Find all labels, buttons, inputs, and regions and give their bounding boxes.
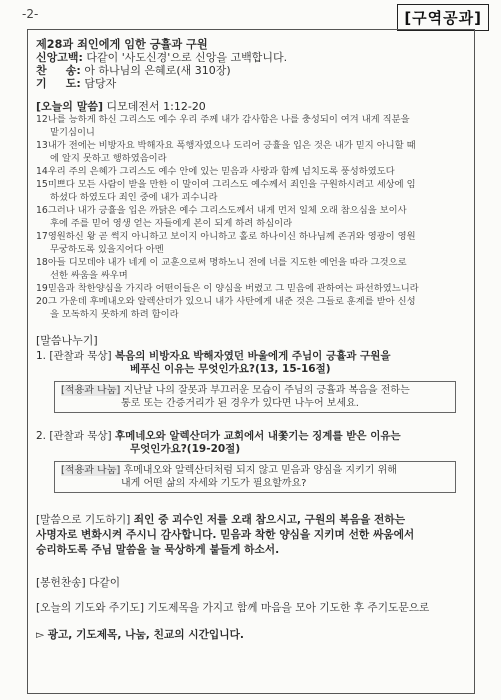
question-tag: [관찰과 묵상]	[49, 350, 112, 362]
verse-line: 13내가 전에는 비방자요 박해자요 폭행자였으나 도리어 긍휼을 입은 것은 내가 믿지 아니할 때	[36, 140, 416, 151]
verse-line-cont: 을 모독하지 못하게 하려 함이라	[50, 309, 179, 320]
creed-label: 신앙고백:	[36, 51, 83, 64]
application-tag: [적용과 나눔]	[61, 465, 121, 476]
creed-text: 다같이 '사도신경'으로 신앙을 고백합니다.	[86, 51, 288, 64]
offering-hymn-label: [봉헌찬송]	[36, 576, 86, 589]
question-text: 복음의 비방자요 박해자였던 바울에게 주님이 긍휼과 구원을	[114, 350, 391, 362]
verse-18	[36, 256, 466, 282]
reading-reference: 디모데전서 1:12-20	[106, 100, 206, 113]
question-number: 1.	[36, 350, 47, 362]
closing-prayer-line: 죄인 중 괴수인 저를 오래 참으시고, 구원의 복음을 전하는	[133, 513, 406, 526]
announcement-marker-icon: ▻	[36, 628, 45, 641]
offering-hymn-row	[36, 575, 466, 590]
verse-line: 16그러나 내가 긍휼을 입은 까닭은 예수 그리스도께서 내게 먼저 일체 오래 참으심을 보이사	[36, 205, 407, 216]
question-number: 2.	[36, 430, 47, 442]
lesson-frame	[27, 29, 475, 694]
application-box-1	[54, 381, 456, 413]
verse-12	[36, 113, 466, 139]
verse-20	[36, 295, 466, 321]
application-text: 후메내오와 알렉산더처럼 되지 않고 믿음과 양심을 지키기 위해	[123, 465, 397, 476]
verse-15	[36, 178, 466, 204]
question-text-cont: 베푸신 이유는 무엇인가요?(13, 15-16절)	[130, 363, 331, 375]
hymn-label: 찬 송:	[36, 64, 81, 77]
application-box-2	[54, 461, 456, 493]
offering-hymn-text: 다같이	[89, 576, 121, 589]
verse-line: 15미쁘다 모든 사람이 받을 만한 이 말이여 그리스도 예수께서 죄인을 구원하시려고 세상에 임	[36, 179, 416, 190]
verse-line-cont: 후에 주를 믿어 영생 얻는 자들에게 본이 되게 하려 하심이라	[50, 218, 293, 229]
reading-header	[36, 100, 466, 113]
today-prayer-text: 기도제목을 가지고 함께 마음을 모아 기도한 후 주기도문으로	[147, 601, 430, 614]
verse-line-cont: 하셨다 하였도다 죄인 중에 내가 괴수니라	[50, 192, 218, 203]
discussion-label: [말씀나누기]	[36, 334, 98, 347]
lesson-content	[36, 38, 466, 642]
verse-line-cont: 선한 싸움을 싸우며	[50, 270, 128, 281]
verse-17	[36, 230, 466, 256]
closing-prayer	[36, 512, 466, 557]
question-text: 후메네오와 알렉산더가 교회에서 내쫓기는 징계를 받은 이유는	[114, 430, 401, 442]
verse-list	[36, 113, 466, 321]
verse-line-cont: 무궁하도록 있을지어다 아멘	[50, 244, 164, 255]
application-text: 지난날 나의 잘못과 부끄러운 모습이 주님의 긍휼과 복음을 전하는	[123, 385, 410, 396]
question-text-cont: 무엇인가요?(19-20절)	[130, 443, 241, 455]
question-1	[36, 350, 466, 376]
question-2	[36, 430, 466, 456]
verse-line: 12나를 능하게 하신 그리스도 예수 우리 주께 내가 감사함은 나를 충성되이 여겨 내게 직분을	[36, 114, 410, 125]
closing-prayer-line: 승리하도록 주님 말씀을 늘 묵상하게 붙들게 하소서.	[36, 543, 280, 556]
verse-line: 18아들 디모데야 내가 네게 이 교훈으로써 명하노니 전에 너를 지도한 예언을 따라 그것으로	[36, 257, 407, 268]
section-tag: [구역공과]	[397, 4, 489, 31]
prayer-label: 기 도:	[36, 77, 81, 90]
verse-line-cont: 맡기심이니	[50, 127, 95, 138]
verse-line: 17영원하신 왕 곧 썩지 아니하고 보이지 아니하고 홀로 하나이신 하나님께 존귀와 영광이 영원	[36, 231, 416, 242]
reading-label: [오늘의 말씀]	[36, 100, 104, 113]
application-tag: [적용과 나눔]	[61, 385, 121, 396]
hymn-row	[36, 64, 466, 77]
announcement-row	[36, 627, 466, 642]
today-prayer-label: [오늘의 기도와 주기도]	[36, 601, 145, 614]
verse-19	[36, 282, 466, 295]
today-prayer-row	[36, 600, 466, 615]
closing-prayer-label: [말씀으로 기도하기]	[36, 513, 131, 526]
page-number: -2-	[22, 7, 39, 21]
announcement-text: 광고, 기도제목, 나눔, 친교의 시간입니다.	[47, 628, 244, 641]
creed-row	[36, 51, 466, 64]
application-text-cont: 내게 어떤 삶의 자세와 기도가 필요할까요?	[121, 478, 307, 489]
verse-13	[36, 139, 466, 165]
verse-line: 19믿음과 착한양심을 가지라 어떤이들은 이 양심을 버렸고 그 믿음에 관하여는 파선하였느니라	[36, 283, 419, 294]
lesson-title: 제28과 죄인에게 임한 긍휼과 구원	[36, 38, 208, 51]
application-text-cont: 통로 또는 간증거리가 된 경우가 있다면 나누어 보세요.	[121, 398, 359, 409]
verse-line: 20그 가운데 후메내오와 알렉산더가 있으니 내가 사탄에게 내준 것은 그들로 훈계를 받아 신성	[36, 296, 416, 307]
verse-line: 14우리 주의 은혜가 그리스도 예수 안에 있는 믿음과 사랑과 함께 넘치도록 풍성하였도다	[36, 166, 395, 177]
hymn-text: 아 하나님의 은혜로(새 310장)	[84, 64, 231, 77]
prayer-row	[36, 77, 466, 90]
question-tag: [관찰과 묵상]	[49, 430, 112, 442]
verse-16	[36, 204, 466, 230]
prayer-text: 담당자	[84, 77, 117, 90]
closing-prayer-line: 사명자로 변화시켜 주시니 감사합니다. 믿음과 착한 양심을 지키며 선한 싸움에서	[36, 528, 415, 541]
verse-14	[36, 165, 466, 178]
verse-line-cont: 에 알지 못하고 행하였음이라	[50, 153, 167, 164]
